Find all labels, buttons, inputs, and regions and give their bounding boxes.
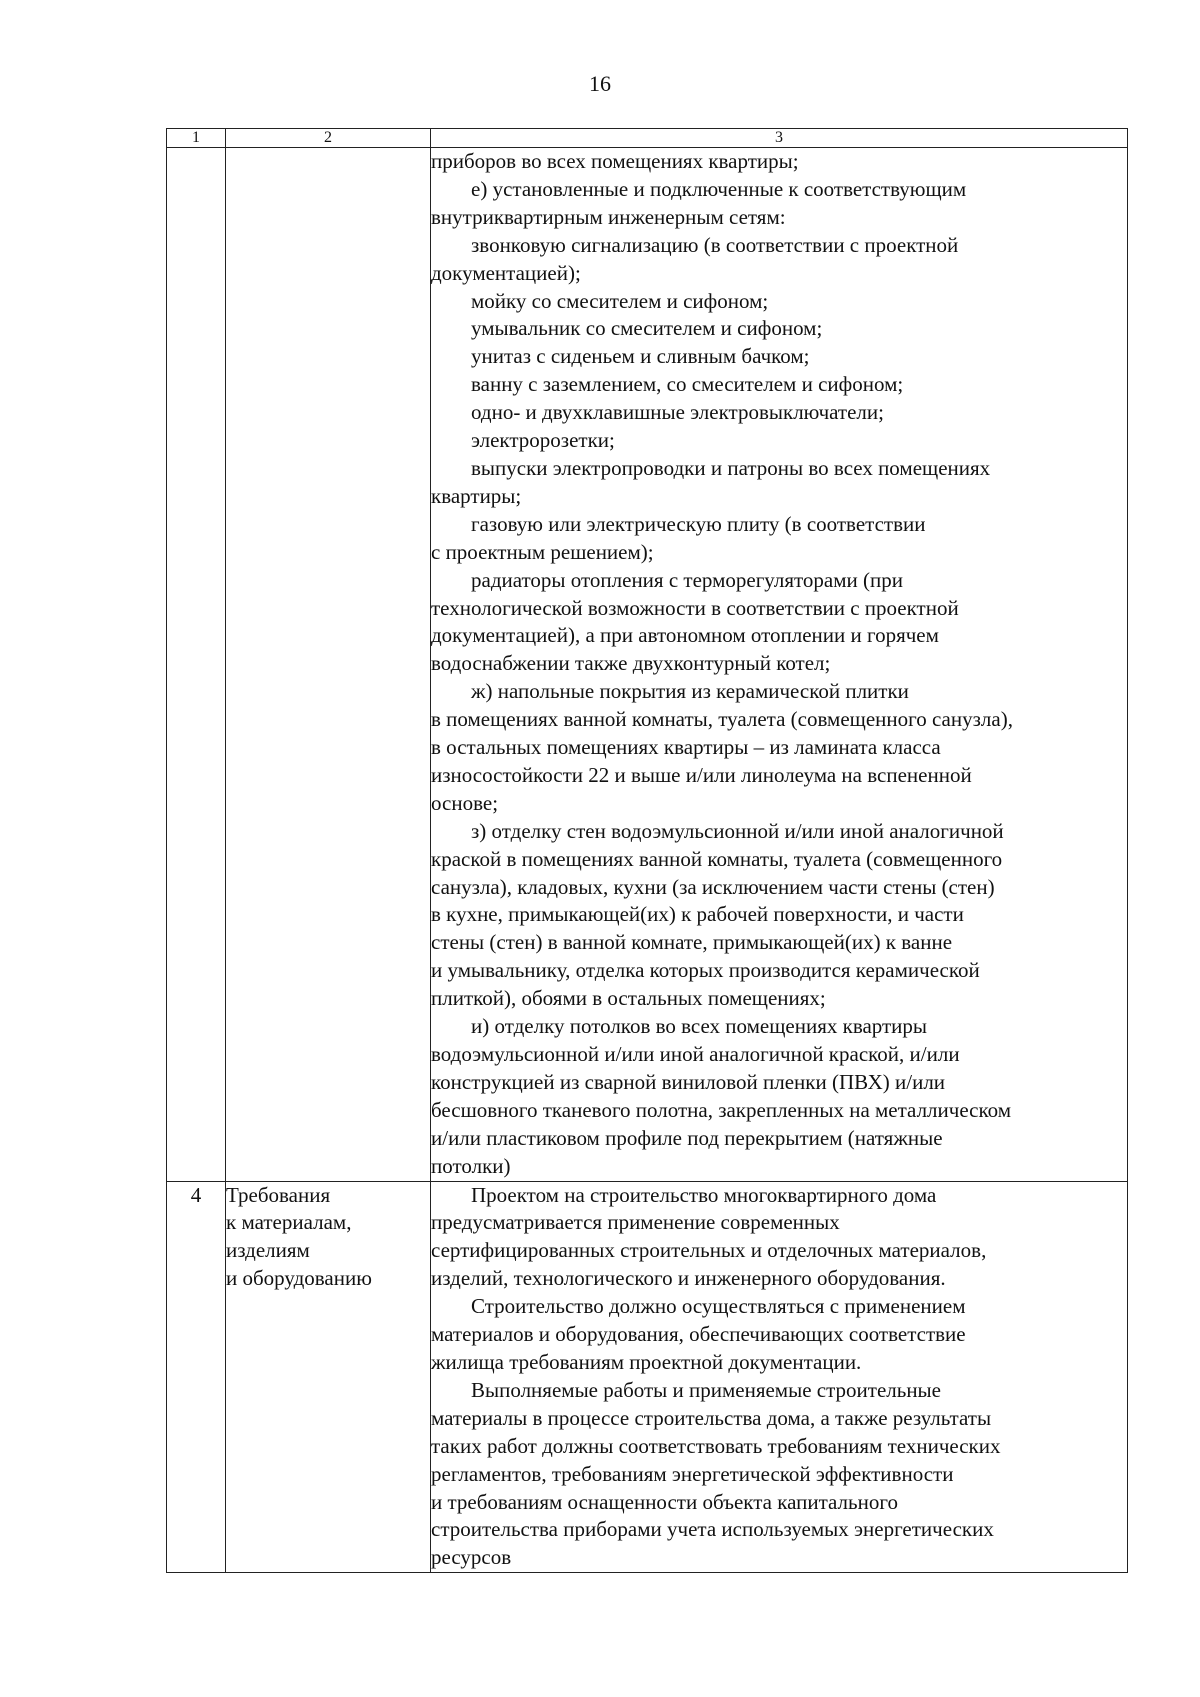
text-line: строительства приборами учета используемых энергетических: [431, 1517, 994, 1542]
text-line: газовую или электрическую плиту (в соответствии: [471, 511, 926, 536]
header-cell-3: 3: [431, 129, 1128, 148]
row-title-cell: [226, 1181, 431, 1573]
text-line: краской в помещениях ванной комнаты, туалета (совмещенного: [431, 846, 1003, 871]
text-line: Строительство должно осуществляться с применением: [471, 1294, 966, 1319]
text-line: и умывальнику, отделка которых производится керамической: [431, 958, 980, 983]
text-line: водоснабжении также двухконтурный котел;: [431, 651, 831, 676]
text-line: унитаз с сиденьем и сливным бачком;: [471, 344, 810, 369]
text-line: технологической возможности в соответствии с проектной: [431, 595, 959, 620]
table-row-4: [167, 1181, 1128, 1573]
text-line: приборов во всех помещениях квартиры;: [431, 149, 799, 173]
text-line: с проектным решением);: [431, 539, 654, 564]
text-line: изделиям: [226, 1238, 310, 1263]
text-line: Требования: [226, 1182, 331, 1207]
row-content-cell: [431, 1181, 1128, 1573]
text-line: в помещениях ванной комнаты, туалета (совмещенного санузла),: [431, 707, 1013, 732]
page-number: 16: [589, 71, 611, 96]
text-line: документацией);: [431, 260, 581, 285]
text-line: ж) напольные покрытия из керамической плитки: [471, 679, 909, 704]
text-line: выпуски электропроводки и патроны во всех помещениях: [471, 455, 991, 480]
header-cell-1: 1: [167, 129, 226, 148]
text-line: Проектом на строительство многоквартирного дома: [471, 1182, 937, 1207]
text-line: санузла), кладовых, кухни (за исключением части стены (стен): [431, 874, 995, 899]
text-line: радиаторы отопления с терморегуляторами (при: [471, 567, 903, 592]
text-line: материалы в процессе строительства дома, а также результаты: [431, 1405, 992, 1430]
text-line: водоэмульсионной и/или иной аналогичной краской, и/или: [431, 1042, 960, 1066]
text-line: Выполняемые работы и применяемые строительные: [471, 1377, 941, 1402]
text-line: и оборудованию: [226, 1266, 372, 1291]
text-line: квартиры;: [431, 483, 522, 508]
requirements-table: [166, 128, 1128, 1573]
text-line: бесшовного тканевого полотна, закрепленных на металлическом: [431, 1097, 1012, 1122]
text-line: предусматривается применение современных: [431, 1210, 840, 1235]
text-line: документацией), а при автономном отоплении и горячем: [431, 623, 939, 648]
text-line: умывальник со смесителем и сифоном;: [471, 316, 823, 341]
text-line: одно- и двухклавишные электровыключатели;: [471, 400, 884, 425]
row-number-cell: [167, 148, 226, 1182]
text-line: электророзетки;: [471, 428, 615, 453]
text-line: в кухне, примыкающей(их) к рабочей поверхности, и части: [431, 902, 964, 927]
table-header-row: [167, 129, 1128, 148]
row-title-cell: [226, 148, 431, 1182]
text-line: конструкцией из сварной виниловой пленки (ПВХ) и/или: [431, 1069, 946, 1094]
text-line: сертифицированных строительных и отделочных материалов,: [431, 1238, 987, 1263]
text-line: плиткой), обоями в остальных помещениях;: [431, 986, 826, 1011]
text-line: регламентов, требованиям энергетической эффективности: [431, 1461, 954, 1486]
row-content-cell: [431, 148, 1128, 1182]
text-line: и) отделку потолков во всех помещениях квартиры: [471, 1014, 928, 1039]
text-line: в остальных помещениях квартиры – из ламината класса: [431, 735, 941, 760]
text-line: материалов и оборудования, обеспечивающих соответствие: [431, 1322, 966, 1347]
row-number-cell: 4: [167, 1181, 226, 1573]
text-line: жилища требованиям проектной документации.: [431, 1349, 862, 1374]
text-line: и требованиям оснащенности объекта капитального: [431, 1489, 898, 1514]
text-line: ванну с заземлением, со смесителем и сифоном;: [471, 372, 904, 397]
text-line: з) отделку стен водоэмульсионной и/или иной аналогичной: [471, 818, 1004, 843]
header-cell-2: 2: [226, 129, 431, 148]
text-line: звонковую сигнализацию (в соответствии с проектной: [471, 232, 959, 257]
text-line: таких работ должны соответствовать требованиям технических: [431, 1433, 1001, 1458]
table-row-continuation: [167, 148, 1128, 1182]
text-line: износостойкости 22 и выше и/или линолеума на вспененной: [431, 762, 972, 787]
text-line: потолки): [431, 1153, 511, 1178]
text-line: изделий, технологического и инженерного оборудования.: [431, 1266, 946, 1291]
text-line: к материалам,: [226, 1210, 352, 1235]
text-line: внутриквартирным инженерным сетям:: [431, 204, 786, 229]
text-line: ресурсов: [431, 1545, 512, 1570]
text-line: мойку со смесителем и сифоном;: [471, 288, 769, 313]
text-line: е) установленные и подключенные к соответствующим: [471, 176, 967, 201]
text-line: и/или пластиковом профиле под перекрытием (натяжные: [431, 1125, 943, 1150]
text-line: стены (стен) в ванной комнате, примыкающей(их) к ванне: [431, 930, 953, 955]
text-line: основе;: [431, 790, 499, 815]
